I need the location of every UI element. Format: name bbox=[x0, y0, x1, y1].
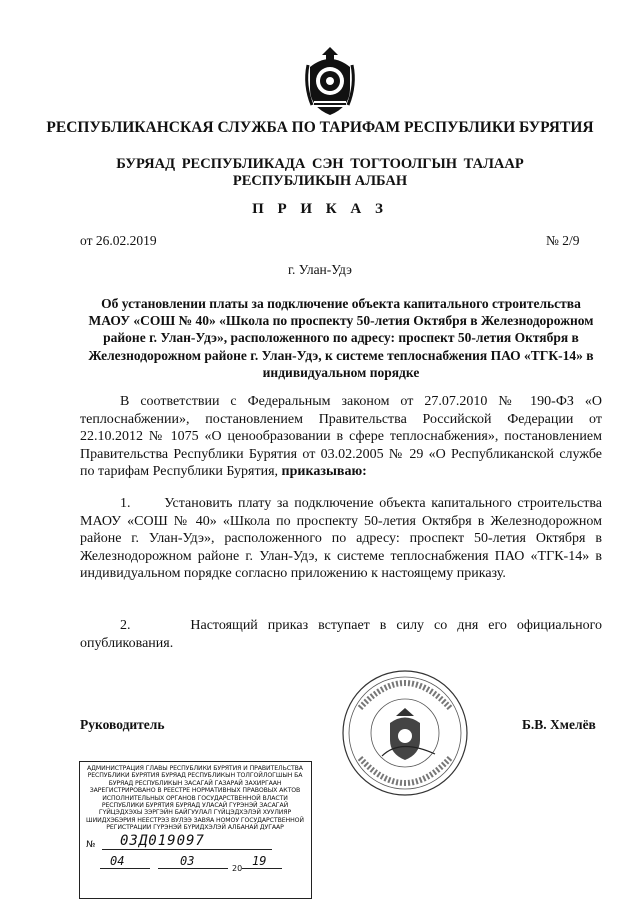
intro-order-word: приказываю: bbox=[281, 464, 367, 479]
registration-stamp-text: АДМИНИСТРАЦИЯ ГЛАВЫ РЕСПУБЛИКИ БУРЯТИЯ И ПРАВИТЕЛЬСТВА РЕСПУБЛИКИ БУРЯТИЯ БУРЯАД РЕСПУБЛИКЫН ТОЛГОЙЛОГШЫН БА БУРЯАД РЕСПУБЛИКЫН ЗАСАГАЙ ГАЗАРАЙ ЗАХИРГААН ЗАРЕГИСТРИРОВАНО В РЕЕСТРЕ НОРМАТИВНЫХ ПРАВОВЫХ АКТОВ ИСПОЛНИТЕЛЬНЫХ ОРГАНОВ ГОСУДАРСТВЕННОЙ ВЛАСТИ РЕСПУБЛИКИ БУРЯТИЯ БУРЯАД УЛАСАЙ ГҮРЭНЭЙ ЗАСАГАЙ ГҮЙЦЭДХЭХЫ ЗЭРГЭЙН БАЙГУУЛАЛ ГҮЙЦЭДХЭЛЭЙ ХУУЛИЯР ШИИДХЭБЭРИЯ НЕЕСТРЭЗ ВУЛЭЭ ЗАВЯА НОМОУ ГОСУДАРСТВЕННОЙ РЕГИСТРАЦИИ ГҮРЭНЭЙ БҮРИДХЭЛЭЙ АЛБАНАЙ ДУГААР bbox=[86, 765, 304, 832]
agency-title-ru: РЕСПУБЛИКАНСКАЯ СЛУЖБА ПО ТАРИФАМ РЕСПУБЛИКИ БУРЯТИЯ bbox=[46, 119, 594, 136]
registration-month: 03 bbox=[180, 854, 195, 868]
registration-day: 04 bbox=[110, 854, 125, 868]
registration-year: 19 bbox=[252, 854, 267, 868]
coat-of-arms-emblem bbox=[302, 45, 358, 117]
registration-number-line bbox=[102, 849, 272, 850]
agency-title-bua-line2: РЕСПУБЛИКЫН АЛБАН bbox=[232, 173, 408, 189]
registration-month-line bbox=[158, 868, 228, 869]
document-city: г. Улан-Удэ bbox=[288, 262, 352, 277]
registration-year-prefix: 20 bbox=[232, 864, 243, 873]
order-item-1-text: Установить плату за подключение объекта капитального строительства МАОУ «СОШ № 40» «Школа по проспекту 50-летия Октября в Железнодорожном районе г. Улан-Удэ», расположенного по адресу: проспект 50-летия Октября в Железнодорожном районе г. Улан-Удэ, к системе теплоснабжения ПАО «ТГК-14» в индивидуальном порядке согласно приложению к настоящему приказу. bbox=[80, 496, 602, 581]
registration-day-line bbox=[100, 868, 150, 869]
document-date: от 26.02.2019 bbox=[80, 233, 157, 248]
document-subject: Об установлении платы за подключение объекта капитального строительства МАОУ «СОШ № 40» «Школа по проспекту 50-летия Октября в Железнодорожном районе г. Улан-Удэ», расположенного по адресу: проспект 50-летия Октября в Железнодорожном районе г. Улан-Удэ, к системе теплоснабжения ПАО «ТГК-14» в индивидуальном порядке bbox=[88, 296, 594, 380]
order-item-2 bbox=[80, 617, 602, 652]
order-item-2-text: Настоящий приказ вступает в силу со дня его официального опубликования. bbox=[80, 618, 603, 651]
intro-paragraph bbox=[80, 393, 602, 481]
agency-title-bua-line1: БУРЯАД РЕСПУБЛИКАДА СЭН ТОГТООЛГЫН ТАЛААР bbox=[116, 156, 524, 172]
registration-year-line bbox=[242, 868, 282, 869]
document-number: № 2/9 bbox=[546, 233, 580, 248]
registration-number-label: № bbox=[86, 840, 96, 850]
official-seal bbox=[340, 668, 470, 798]
registration-stamp bbox=[79, 761, 312, 899]
order-item-2-number: 2. bbox=[120, 618, 131, 633]
document-type: П Р И К А З bbox=[252, 201, 388, 217]
order-item-1-number: 1. bbox=[120, 496, 131, 511]
registration-number: 03Д019097 bbox=[120, 833, 205, 849]
signer-name: Б.В. Хмелёв bbox=[522, 717, 596, 732]
signer-title: Руководитель bbox=[80, 717, 165, 732]
order-item-1 bbox=[80, 495, 602, 583]
intro-text: В соответствии с Федеральным законом от 27.07.2010 № 190-ФЗ «О теплоснабжении», постановлением Правительства Российской Федерации от 22.10.2012 № 1075 «О ценообразовании в сфере теплоснабжения», постановлением Правительства Республики Бурятия от 03.02.2005 № 29 «О Республиканской службе по тарифам Республики Бурятия, bbox=[80, 394, 602, 479]
